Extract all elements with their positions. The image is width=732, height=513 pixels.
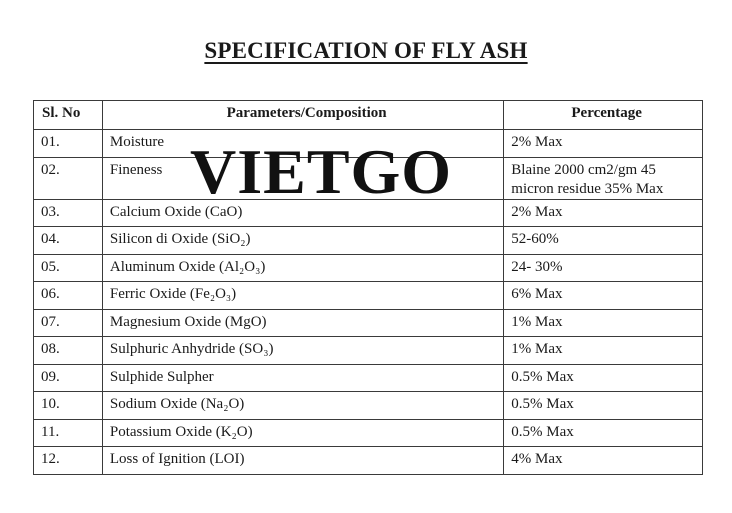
header-sl-no: Sl. No [34,101,103,130]
table-row [34,337,703,365]
row-percentage: 2% Max [504,199,703,227]
table-row [34,282,703,310]
row-number: 06. [34,282,103,310]
header-percentage: Percentage [504,101,703,130]
row-parameter: Loss of Ignition (LOI) [102,447,503,475]
row-percentage: 52-60% [504,227,703,255]
row-parameter: Sulphide Sulpher [102,364,503,392]
row-percentage: 4% Max [504,447,703,475]
row-parameter: Aluminum Oxide (Al₂O₃) [102,254,503,282]
row-number: 09. [34,364,103,392]
row-percentage: 1% Max [504,337,703,365]
row-percentage: 2% Max [504,130,703,158]
row-percentage: 1% Max [504,309,703,337]
row-number: 07. [34,309,103,337]
row-parameter: Magnesium Oxide (MgO) [102,309,503,337]
table-header-row [34,101,703,130]
row-parameter: Calcium Oxide (CaO) [102,199,503,227]
table-row [34,199,703,227]
row-parameter: Moisture [102,130,503,158]
row-percentage: 0.5% Max [504,419,703,447]
row-parameter: Silicon di Oxide (SiO₂) [102,227,503,255]
row-number: 11. [34,419,103,447]
row-percentage: 24- 30% [504,254,703,282]
row-parameter: Potassium Oxide (K₂O) [102,419,503,447]
page-title-text: SPECIFICATION OF FLY ASH [204,38,528,63]
page-title [0,38,732,64]
table-row [34,447,703,475]
row-number: 02. [34,157,103,199]
table-row [34,364,703,392]
row-parameter: Sodium Oxide (Na₂O) [102,392,503,420]
row-parameter: Sulphuric Anhydride (SO₃) [102,337,503,365]
row-number: 01. [34,130,103,158]
table-row [34,130,703,158]
table-row [34,227,703,255]
row-number: 12. [34,447,103,475]
row-parameter: Fineness [102,157,503,199]
table-row [34,419,703,447]
row-percentage: 6% Max [504,282,703,310]
row-number: 05. [34,254,103,282]
row-parameter: Ferric Oxide (Fe₂O₃) [102,282,503,310]
table-row [34,254,703,282]
table-row [34,392,703,420]
header-parameters: Parameters/Composition [102,101,503,130]
row-percentage: 0.5% Max [504,392,703,420]
row-number: 03. [34,199,103,227]
table-row [34,157,703,199]
row-number: 08. [34,337,103,365]
row-number: 04. [34,227,103,255]
row-percentage: 0.5% Max [504,364,703,392]
row-number: 10. [34,392,103,420]
specification-table [33,100,703,475]
table-row [34,309,703,337]
row-percentage: Blaine 2000 cm2/gm 45 micron residue 35% Max [504,157,703,199]
watermark-logo: VIETGO [190,136,453,207]
